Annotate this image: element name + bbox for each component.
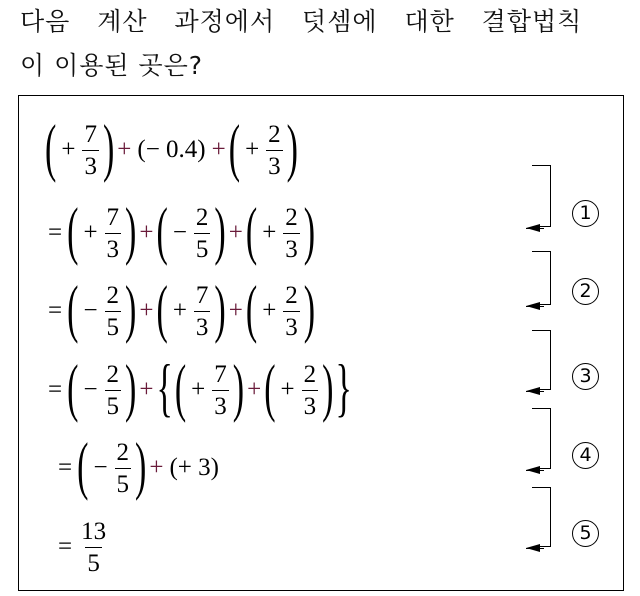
paren: )	[303, 196, 316, 268]
numerator: 2	[303, 360, 317, 388]
paren: )	[135, 431, 147, 503]
denominator: 5	[85, 547, 102, 576]
paren: (	[245, 274, 258, 346]
plus-operator: +	[247, 376, 262, 403]
sign: +	[61, 136, 76, 163]
fraction	[194, 283, 211, 340]
plus-operator: +	[149, 454, 164, 481]
denominator: 5	[105, 311, 122, 340]
denominator: 3	[212, 390, 229, 419]
equals-sign: =	[58, 454, 73, 481]
denominator: 3	[194, 311, 211, 340]
numerator: 2	[285, 281, 298, 309]
step-bracket	[532, 408, 551, 469]
fraction	[115, 440, 132, 497]
equals-sign: =	[48, 219, 63, 246]
paren: )	[125, 196, 137, 268]
paren: )	[125, 274, 137, 346]
fraction	[105, 205, 122, 262]
plus-operator: +	[117, 136, 132, 163]
arrow-left-icon	[526, 544, 540, 552]
brace: {	[156, 353, 173, 425]
numerator: 2	[116, 438, 130, 466]
paren: )	[102, 113, 115, 185]
denominator: 3	[302, 390, 319, 419]
fraction	[283, 205, 300, 262]
term: (+ 3)	[169, 454, 219, 481]
choice-4: 4	[572, 442, 599, 469]
paren: (	[156, 274, 168, 346]
question-line-1: 다음 계산 과정에서 덧셈에 대한 결합법칙	[20, 7, 583, 36]
question-line-2: 이 이용된 곳은?	[20, 51, 204, 80]
fraction	[194, 205, 211, 262]
numerator: 2	[285, 203, 298, 231]
fraction	[105, 362, 122, 419]
equals-sign: =	[48, 297, 63, 324]
step-line	[44, 271, 316, 351]
numerator: 13	[81, 517, 107, 545]
sign: +	[280, 376, 295, 403]
paren: (	[245, 196, 258, 268]
choice-2: 2	[572, 278, 599, 305]
arrow-left-icon	[526, 466, 540, 474]
paren: )	[322, 353, 334, 425]
denominator: 3	[105, 233, 122, 262]
numerator: 2	[106, 360, 120, 388]
paren: (	[67, 353, 79, 425]
plus-operator: +	[228, 297, 243, 324]
step-bracket	[532, 165, 551, 227]
equals-sign: =	[48, 376, 63, 403]
paren: )	[214, 196, 226, 268]
fraction	[105, 283, 122, 340]
brace: }	[335, 353, 352, 425]
paren: (	[174, 353, 187, 425]
numerator: 7	[106, 203, 120, 231]
denominator: 5	[194, 233, 211, 262]
paren: (	[77, 431, 89, 503]
paren: (	[156, 196, 168, 268]
sign: +	[83, 219, 98, 246]
denominator: 5	[105, 390, 122, 419]
equals-sign: =	[58, 533, 73, 560]
sign: +	[172, 297, 187, 324]
denominator: 3	[82, 150, 99, 179]
paren: )	[214, 274, 226, 346]
denominator: 3	[283, 311, 300, 340]
step-line	[44, 193, 316, 273]
choice-5: 5	[572, 520, 599, 547]
paren: (	[67, 274, 79, 346]
numerator: 7	[214, 360, 227, 388]
fraction	[79, 519, 108, 576]
plus-operator: +	[139, 219, 154, 246]
paren: )	[286, 113, 298, 185]
denominator: 3	[266, 150, 283, 179]
sign: +	[245, 136, 260, 163]
numerator: 2	[195, 203, 209, 231]
step-line	[54, 428, 223, 508]
arrow-left-icon	[526, 224, 540, 232]
sign: +	[262, 219, 277, 246]
sign: −	[93, 454, 108, 481]
paren: )	[125, 353, 137, 425]
choice-3: 3	[572, 363, 599, 390]
arrow-left-icon	[526, 387, 540, 395]
sign: +	[191, 376, 206, 403]
paren: (	[45, 113, 57, 185]
plus-operator: +	[139, 376, 154, 403]
term: (− 0.4)	[137, 136, 206, 163]
step-bracket	[532, 487, 551, 547]
step-bracket	[532, 251, 551, 305]
step-line	[44, 110, 299, 190]
fraction	[283, 283, 300, 340]
sign: −	[83, 376, 98, 403]
step-line	[54, 507, 111, 587]
fraction	[212, 362, 229, 419]
choice-1: 1	[572, 200, 599, 227]
numerator: 7	[195, 281, 209, 309]
denominator: 3	[283, 233, 300, 262]
numerator: 2	[268, 120, 281, 148]
sign: −	[172, 219, 187, 246]
paren: (	[228, 113, 241, 185]
fraction	[266, 122, 283, 179]
plus-operator: +	[139, 297, 154, 324]
plus-operator: +	[211, 136, 226, 163]
paren: (	[264, 353, 276, 425]
paren: (	[67, 196, 79, 268]
plus-operator: +	[228, 219, 243, 246]
paren: )	[303, 274, 316, 346]
sign: +	[262, 297, 277, 324]
step-line	[44, 350, 353, 430]
numerator: 2	[106, 281, 120, 309]
denominator: 5	[115, 468, 132, 497]
fraction	[302, 362, 319, 419]
step-bracket	[532, 330, 551, 390]
fraction	[82, 122, 99, 179]
sign: −	[83, 297, 98, 324]
paren: )	[232, 353, 245, 425]
numerator: 7	[84, 120, 97, 148]
arrow-left-icon	[526, 302, 540, 310]
